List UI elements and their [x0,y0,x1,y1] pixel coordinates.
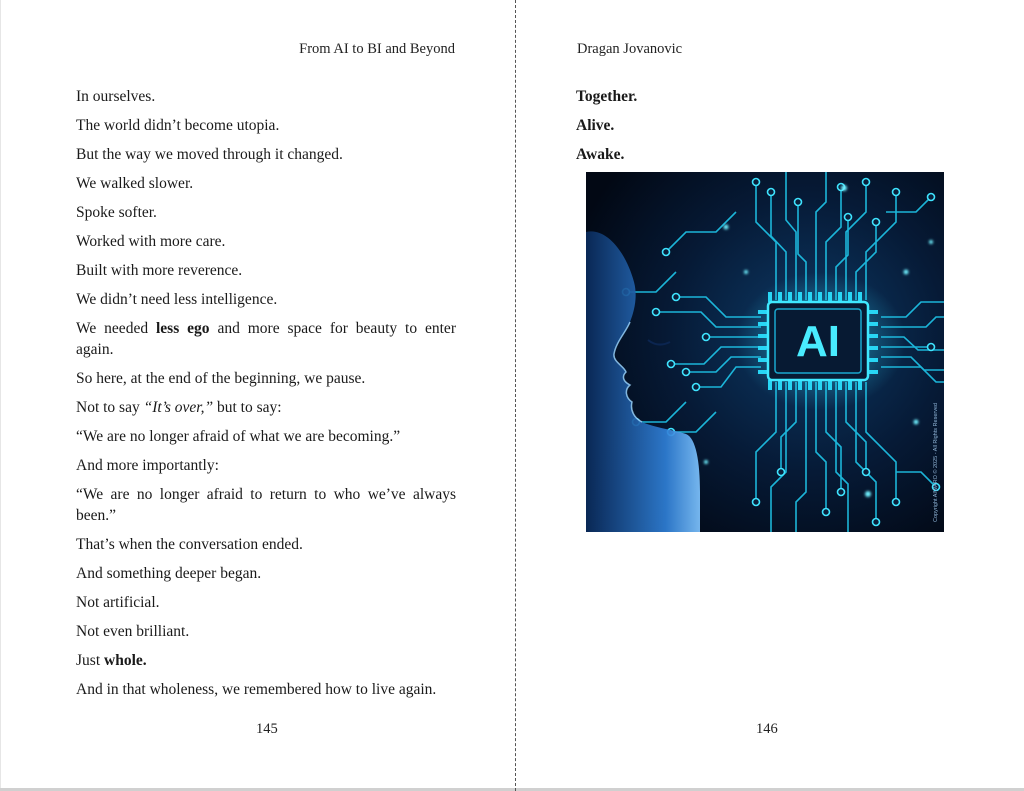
page-edge-left [0,0,1,791]
text-run: but to say: [213,399,282,417]
paragraph: Not even brilliant. [76,623,190,641]
paragraph: Not artificial. [76,594,160,612]
bold-line: Together. [576,88,638,105]
text-run: We needed [76,319,156,337]
paragraph: The world didn’t become utopia. [76,116,280,134]
bold-line: Alive. [576,116,615,134]
circuit-face-graphic [586,172,944,532]
paragraph [76,318,456,361]
paragraph: We walked slower. [76,174,194,192]
paragraph: That’s when the conversation ended. [76,536,303,554]
text-run: Just [76,652,104,670]
copyright-watermark: Copyright AIWARO © 2025 - All Rights Reserved [933,402,939,522]
italic-text: “It’s over,” [143,399,214,417]
paragraph: Built with more reverence. [76,261,243,279]
paragraph: And something deeper began. [76,565,262,583]
paragraph: And more importantly: [76,457,219,475]
page-number-left: 145 [256,721,278,737]
paragraph: We didn’t need less intelligence. [76,290,278,308]
paragraph: And in that wholeness, we remembered how to live again. [76,681,437,699]
bold-text: whole. [104,652,147,670]
text-run: Not to say [76,399,144,417]
paragraph: But the way we moved through it changed. [76,145,343,163]
page-gutter-divider [515,0,516,791]
paragraph: So here, at the end of the beginning, we pause. [76,370,366,388]
paragraph: Worked with more care. [76,232,226,250]
paragraph: Spoke softer. [76,203,157,221]
paragraph: “We are no longer afraid of what we are becoming.” [76,428,401,446]
paragraph [76,397,456,418]
bold-text: less ego [155,319,210,337]
bold-line: Awake. [576,145,625,163]
right-page-body [576,86,956,172]
ai-brain-illustration [586,172,944,532]
page-number-right: 146 [756,721,778,737]
paragraph: “We are no longer afraid to return to who we’ve always been.” [76,486,456,525]
paragraph [76,650,456,671]
running-header-left: From AI to BI and Beyond [299,41,455,57]
paragraph: In ourselves. [76,88,156,105]
running-header-right: Dragan Jovanovic [577,41,683,57]
left-page-body [76,86,456,708]
chip-label: AI [796,317,840,366]
text-run: and more space for beauty to enter again. [76,319,456,359]
